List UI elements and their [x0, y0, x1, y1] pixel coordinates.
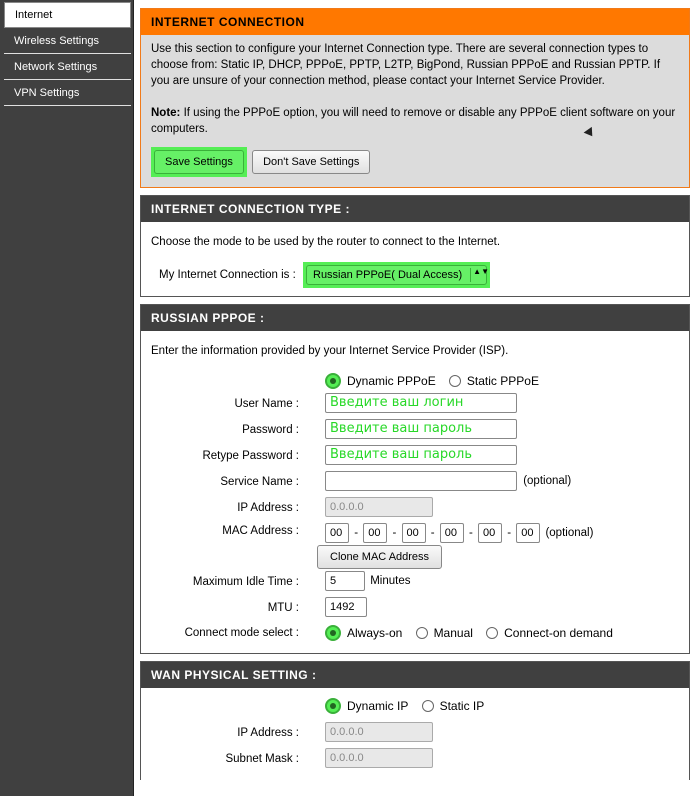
mac-octet-5-input[interactable]: 00: [478, 523, 502, 543]
connect-mode-label: Connect mode select :: [184, 627, 299, 639]
note-label: Note:: [151, 107, 181, 119]
mac-separator: -: [507, 527, 512, 540]
always-on-radio[interactable]: [325, 625, 341, 641]
max-idle-time-input[interactable]: 5: [325, 571, 365, 591]
password-label: Password :: [242, 424, 299, 436]
save-settings-button[interactable]: Save Settings: [154, 150, 244, 174]
internet-connection-section: [140, 8, 690, 188]
internet-connection-title: INTERNET CONNECTION: [141, 9, 689, 35]
russian-pppoe-section: [140, 304, 690, 654]
static-pppoe-label: Static PPPoE: [466, 374, 539, 388]
connection-type-value: Russian PPPoE( Dual Access): [313, 269, 463, 281]
note-paragraph: [151, 105, 679, 137]
note-text: If using the PPPoE option, you will need to remove or disable any PPPoE client software on your computers.: [151, 107, 676, 135]
wan-ip-address-input: 0.0.0.0: [325, 722, 433, 742]
connection-type-select[interactable]: [306, 265, 490, 285]
password-input[interactable]: Введите ваш пароль: [325, 419, 517, 439]
mac-octet-6-input[interactable]: 00: [516, 523, 540, 543]
sidebar-item-internet[interactable]: Internet: [4, 2, 131, 28]
connection-type-section: [140, 195, 690, 297]
mtu-input[interactable]: 1492: [325, 597, 367, 617]
service-name-optional: (optional): [523, 475, 572, 488]
save-button-highlight: [151, 147, 247, 177]
retype-password-label: Retype Password :: [202, 450, 299, 462]
manual-label: Manual: [433, 626, 473, 640]
mac-octet-4-input[interactable]: 00: [440, 523, 464, 543]
internet-connection-description: Use this section to configure your Internet Connection type. There are several connection types to choose from: Static IP, DHCP, PPPoE, PPTP, L2TP, BigPond, Russian PPPoE and Russian PPTP. If you are unsure of your connection method, please contact your Internet Service Provider.: [151, 43, 661, 87]
subnet-mask-input: 0.0.0.0: [325, 748, 433, 768]
mac-separator: -: [392, 527, 397, 540]
mac-separator: -: [430, 527, 435, 540]
select-arrows-icon: ▲▼: [470, 268, 482, 282]
clone-mac-address-button[interactable]: Clone MAC Address: [317, 545, 442, 569]
main-content: [140, 0, 690, 787]
connect-on-demand-radio[interactable]: [486, 627, 498, 639]
connection-type-label: My Internet Connection is :: [159, 268, 296, 281]
retype-password-input[interactable]: Введите ваш пароль: [325, 445, 517, 465]
service-name-input[interactable]: [325, 471, 517, 491]
mac-separator: -: [354, 527, 359, 540]
idle-time-unit: Minutes: [370, 575, 411, 588]
sidebar: [0, 0, 134, 796]
user-name-input[interactable]: Введите ваш логин: [325, 393, 517, 413]
service-name-label: Service Name :: [220, 476, 299, 488]
connection-select-highlight: [303, 262, 490, 288]
sidebar-item-network-settings[interactable]: Network Settings: [4, 54, 131, 80]
connect-on-demand-label: Connect-on demand: [504, 626, 613, 640]
manual-radio[interactable]: [416, 627, 428, 639]
user-name-label: User Name :: [234, 398, 299, 410]
mac-octet-3-input[interactable]: 00: [402, 523, 426, 543]
static-ip-radio[interactable]: [422, 700, 434, 712]
pppoe-description: Enter the information provided by your Internet Service Provider (ISP).: [151, 345, 509, 357]
mac-separator: -: [468, 527, 473, 540]
dynamic-pppoe-label: Dynamic PPPoE: [347, 374, 436, 388]
sidebar-item-wireless-settings[interactable]: Wireless Settings: [4, 28, 131, 54]
ip-address-label: IP Address :: [237, 502, 299, 514]
mac-address-label: MAC Address :: [222, 525, 299, 537]
ip-address-input: 0.0.0.0: [325, 497, 433, 517]
dynamic-ip-radio[interactable]: [325, 698, 341, 714]
max-idle-time-label: Maximum Idle Time :: [192, 576, 299, 588]
russian-pppoe-title: RUSSIAN PPPOE :: [141, 305, 689, 331]
wan-physical-section: [140, 661, 690, 780]
dynamic-ip-label: Dynamic IP: [347, 699, 409, 713]
static-ip-label: Static IP: [439, 699, 485, 713]
connection-type-title: INTERNET CONNECTION TYPE :: [141, 196, 689, 222]
static-pppoe-radio[interactable]: [449, 375, 461, 387]
dont-save-settings-button[interactable]: Don't Save Settings: [252, 150, 370, 174]
subnet-mask-label: Subnet Mask :: [225, 753, 299, 765]
wan-ip-address-label: IP Address :: [237, 727, 299, 739]
wan-physical-title: WAN PHYSICAL SETTING :: [141, 662, 689, 688]
connection-type-description: Choose the mode to be used by the router to connect to the Internet.: [151, 236, 501, 248]
mac-optional: (optional): [545, 527, 594, 540]
mac-octet-2-input[interactable]: 00: [363, 523, 387, 543]
dynamic-pppoe-radio[interactable]: [325, 373, 341, 389]
mac-octet-1-input[interactable]: 00: [325, 523, 349, 543]
always-on-label: Always-on: [347, 626, 403, 640]
sidebar-item-vpn-settings[interactable]: VPN Settings: [4, 80, 131, 106]
mtu-label: MTU :: [267, 602, 299, 614]
